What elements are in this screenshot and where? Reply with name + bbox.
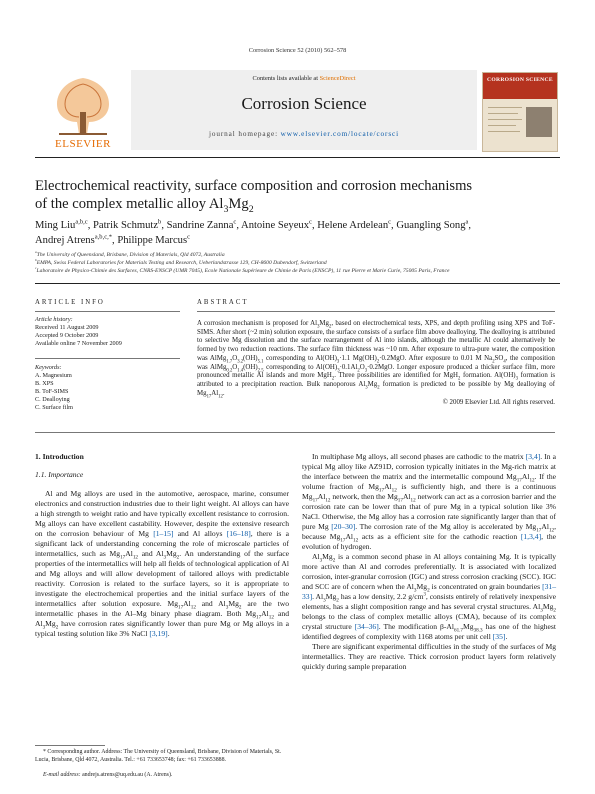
author-name: , [468,220,472,231]
contents-prefix: Contents lists available at [252,75,320,82]
title-subscript: 3 [223,203,229,215]
title-line-2-prefix: of the complex metallic alloy Al [35,196,224,212]
author-affiliation-mark: c [309,218,312,226]
history-received: Received 11 August 2009 [35,324,99,331]
corresponding-author-note: * Corresponding author. Address: The University of Queensland, Brisbane, Division of Materials, St. Lucia, Brisbane, Qld 4072, Australia. Tel.: +61 733653748; fax: +61 733653888. [35,749,282,763]
body-right-column [302,452,556,672]
journal-homepage [131,130,477,138]
keywords [35,364,185,412]
body-paragraph: In multiphase Mg alloys, all second phases are cathodic to the matrix [3,4]. In a typical Mg alloy like AZ91D, corrosion typically initiates in the Mg-rich matrix at the interface between the matrix and the intermetallic compound $Mg_{17}Al_{12}$. If the volume fraction of $Mg_{17}Al_{12}$ is sufficiently high, and there is a continuous $Mg_{17}Al_{12}$ network, then the $Mg_{17}Al_{12}$ network can act as a corrosion barrier and the corrosion rate can be lower than that of pure Mg in a typical solution like 3% NaCl. Otherwise, the Mg alloy has a corrosion rate significantly larger than that of pure Mg [20–30]. The corrosion rate of the Mg alloy is accelerated by $Mg_{17}Al_{12}$, because $Mg_{17}Al_{12}$ acts as a efficient site for the cathodic reaction [1,3,4], the evolution of hydrogen. [302,452,557,551]
abstract [197,320,555,408]
author-name: , Patrik Schmutz [87,220,159,231]
cover-line [488,131,520,132]
article-info-heading: ARTICLE INFO [35,299,105,306]
title-line-1: Electrochemical reactivity, surface composition and corrosion mechanisms [35,178,473,194]
affiliation-rule [35,283,560,284]
homepage-link[interactable]: www.elsevier.com/locate/corsci [280,130,400,138]
title-subscript: 2 [248,203,254,215]
author-affiliation-mark: a,b,c,* [94,233,113,241]
author-name: Ming Liu [35,220,76,231]
abstract-rule [197,311,555,312]
affiliation-b [35,260,560,266]
cover-line [488,107,522,108]
author-name: , Philippe Marcus [112,235,188,246]
elsevier-logo [39,72,127,150]
author-name: , Antoine Seyeux [236,220,310,231]
title-line-2 [35,195,560,213]
author-name: , Sandrine Zanna [161,220,234,231]
keyword-item: B. ToF-SIMS [35,388,69,395]
history-label: Article history: [35,316,73,323]
cover-title: CORROSION SCIENCE [487,77,553,83]
author-affiliation-mark: c [187,233,190,241]
keyword-item: B. XPS [35,380,54,387]
affiliation-text: Laboratoire de Physico-Chimie des Surfaces, CNRS-ENSCP (UMR 7045), Ecole Nationale Supérieure de Chimie de Paris (ENSCP), 11 rue Pierre et Marie Curie, 75005 Paris, France [36,268,450,274]
affiliation-c [35,268,560,274]
email-note [43,772,293,780]
abstract-heading: ABSTRACT [197,299,249,306]
abstract-copyright: © 2009 Elsevier Ltd. All rights reserved. [442,399,555,407]
running-head: Corrosion Science 52 (2010) 562–578 [248,47,347,54]
author-affiliation-mark: c [388,218,392,226]
author-affiliation-mark: b [158,218,162,226]
authors-line-2 [35,233,560,248]
affiliation-mark: b [35,258,37,263]
subsection-heading: 1.1. Importance [35,470,84,479]
cover-line [488,113,518,114]
title-line-2-mg: Mg [228,196,249,212]
body-paragraph: $Al_3Mg_2$ is a common second phase in Al alloys containing Mg. It is typically more active than Al and corrodes preferentially. It is associated with localized corrosion, inter-granular corrosion (IGC) and stress corrosion cracking (SCC). IGC and SCC are of concern when the $Al_3Mg_2$ is concentrated on grain boundaries [31–33]. $Al_3Mg_2$ has a low density, 2.2 $g/cm^3$, consists entirely of relatively inexpensive elements, has a slight composition range and has several crystal structures. $Al_3Mg_2$ belongs to the class of complex metallic alloys (CMA), because of its complex crystal structure [34–36]. The modification $\beta-Al_{61.7}Mg_{38.3}$ has one of the highest identified degrees of complexity with 1168 atoms per unit cell [35]. [302,552,556,641]
cover-line [488,125,516,126]
author-name: , Helene Ardelean [311,220,389,231]
contents-line [131,75,477,82]
author-name: Andrej Atrens [35,235,95,246]
journal-cover-image [482,72,558,152]
author-affiliation-mark: a,b,c [75,218,88,226]
author-name: , Guangling Song [391,220,466,231]
sciencedirect-link[interactable]: ScienceDirect [319,75,356,82]
email-label: E-mail address: [43,772,81,778]
affiliation-mark: c [35,266,37,271]
journal-header [35,70,560,155]
keywords-label: Keywords: [35,364,62,371]
keyword-item: C. Surface film [35,404,73,411]
email-address[interactable]: andrejs.atrens@uq.edu.au (A. Atrens). [82,772,173,778]
keywords-rule [35,358,180,359]
journal-banner [131,70,477,150]
article-title [35,177,560,213]
authors-line-1 [35,218,560,233]
section-heading: 1. Introduction [35,452,84,461]
affiliation-mark: a [35,250,37,255]
cover-picture [526,107,552,137]
affiliation-a [35,252,560,258]
affiliation-text: EMPA, Swiss Federal Laboratories for Materials Testing and Research, Ueberlandstrasse 129, CH-8600 Dubendorf, Switzerland [36,260,327,266]
header-rule [35,157,560,158]
affiliation-text: The University of Queensland, Brisbane, Division of Materials, Qld 4072, Australia [36,252,225,258]
article-info-rule [35,311,180,312]
publisher-name: ELSEVIER [55,138,111,150]
author-list [35,218,560,248]
keyword-item: A. Magnesium [35,372,72,379]
article-history [35,316,185,348]
cover-line [488,119,522,120]
body-paragraph: There are significant experimental difficulties in the study of the surfaces of Mg intermetallics. They are reactive. Thick corrosion product layers form relatively quickly during sample preparation [302,642,556,671]
history-accepted: Accepted 9 October 2009 [35,332,99,339]
body-left-column [35,452,289,639]
history-online: Available online 7 November 2009 [35,340,122,347]
body-paragraph: Al and Mg alloys are used in the automotive, aerospace, marine, consumer electronics and construction industries due to their light weight. Al alloys can have a high strength to weight ratio and have typically excellent resistance to corrosion. Mg alloys can have excellent castability. However, despite the extensive research on the corrosion behaviour of Mg [1–15] and Al alloys [16–18], there is a significant lack of understanding concerning the role of microscale particles of intermetallics, such as $Mg_{17}Al_{12}$ and $Al_3Mg_2$. An understanding of the surface properties of the intermetallics will help all fields of technological application of Al and Mg alloys and will allow development of tailored alloys with predictable reactivity. Corrosion is related to the surface layers, so it is appropriate to investigate the electrochemical properties and the initial surface layers of the intermetallics after solution exposure. $Mg_{17}Al_{12}$ and $Al_3Mg_2$ are the two intermetallic phases in the Al–Mg binary phase diagram. Both $Mg_{17}Al_{12}$ and $Al_3Mg_2$ have corrosion rates significantly lower than pure Mg or Mg alloys in a typical testing solution like 3% NaCl [3,19]. [35,489,290,638]
abstract-text: A corrosion mechanism is proposed for $Al_3Mg_2$, based on electrochemical tests, XPS, and depth profiling using XPS and ToF-SIMS. After short (~2 min) solution exposure, the surface consists of a surface film above dealloying. The dealloying is attributed to selective Mg dissolution and the surface rearrangement of Al into islands, although the metallic Al could alternatively be formed by two reduction reactions. The surface film thickness was ~10 nm. After exposure to ultra-pure water, the composition was $AlMg_{1.7}O_{3.2}(OH)_{5.1}$ corresponding to $Al(OH)_3\cdot 1.1$ $Mg(OH)_2\cdot 0.2MgO$. After exposure to 0.01 M $Na_2SO_4$, the composition was $AlMg_{0.2}O_{1.4}(OH)_{2.5}$ corresponding to $Al(OH)_3\cdot 0.1Al_2O_3\cdot 0.2MgO$. Longer exposure produced a thicker surface film, more pronounced metallic Al islands and more MgH$_2$. Three possibilities are identified for MgH$_2$ formation. $Al(OH)_3$ formation is attributed to a precipitation reaction. Bulk nanoporous $Al_3Mg_2$ formation is predicted to be possible by Mg dealloying of $Mg_{17}Al_{12}$. [197,320,556,399]
homepage-prefix: journal homepage: [208,130,281,138]
keyword-item: C. Dealloying [35,396,70,403]
footnote-rule [35,745,105,746]
abstract-bottom-rule [35,432,555,433]
author-affiliation-mark: a [465,218,469,226]
journal-title: Corrosion Science [241,94,367,113]
author-affiliation-mark: c [233,218,237,226]
elsevier-tree-icon [39,72,127,138]
